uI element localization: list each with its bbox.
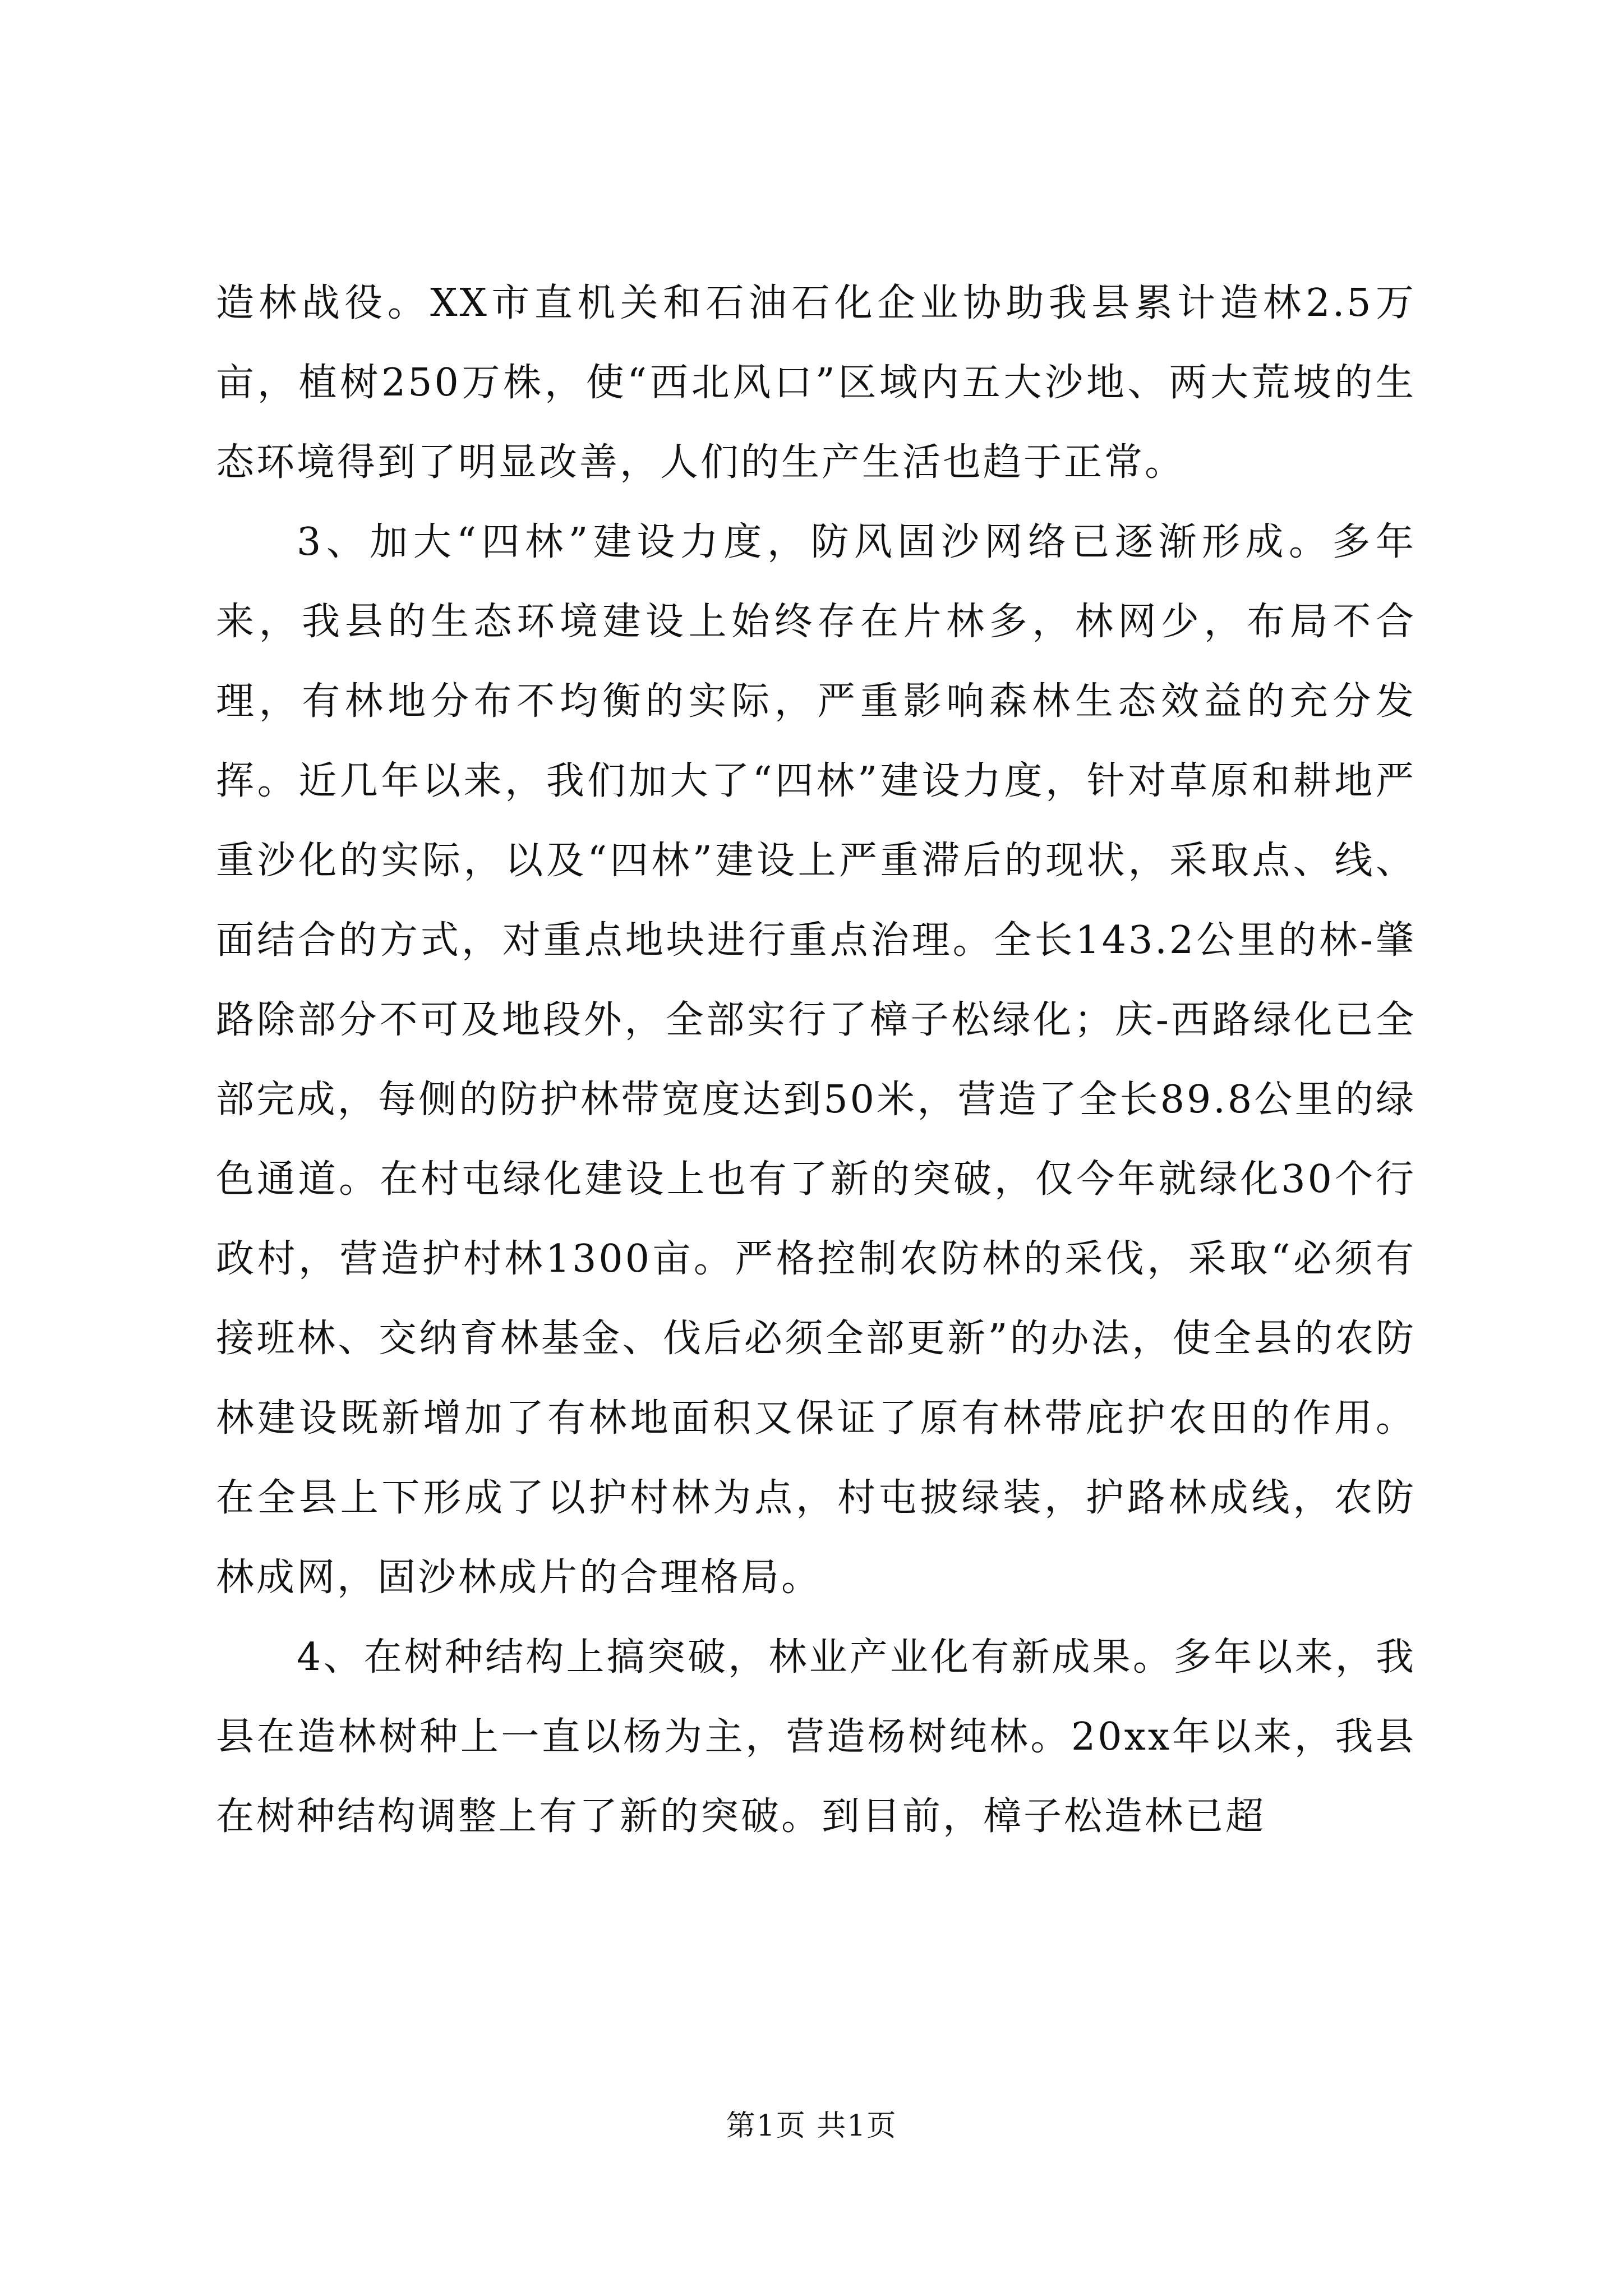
paragraph-continuation: 造林战役。XX市直机关和石油石化企业协助我县累计造林2.5万亩，植树250万株，使“西北风口”区域内五大沙地、两大荒坡的生态环境得到了明显改善，人们的生产生活也趋于正常。 xyxy=(216,281,1416,485)
paragraph-section-4: 4、在树种结构上搞突破，林业产业化有新成果。多年以来，我县在造林树种上一直以杨为主，营造杨树纯林。20xx年以来，我县在树种结构调整上有了新的突破。到目前，樟子松造林已超 xyxy=(216,1635,1416,1839)
paragraph-section-3: 3、加大“四林”建设力度，防风固沙网络已逐渐形成。多年来，我县的生态环境建设上始终存在片林多，林网少，布局不合理，有林地分布不均衡的实际，严重影响森林生态效益的充分发挥。近几年以来，我们加大了“四林”建设力度，针对草原和耕地严重沙化的实际，以及“四林”建设上严重滞后的现状，采取点、线、面结合的方式，对重点地块进行重点治理。全长143.2公里的林-肇路除部分不可及地段外，全部实行了樟子松绿化；庆-西路绿化已全部完成，每侧的防护林带宽度达到50米，营造了全长89.8公里的绿色通道。在村屯绿化建设上也有了新的突破，仅今年就绿化30个行政村，营造护村林1300亩。严格控制农防林的采伐，采取“必须有接班林、交纳育林基金、伐后必须全部更新”的办法，使全县的农防林建设既新增加了有林地面积又保证了原有林带庇护农田的作用。在全县上下形成了以护村林为点，村屯披绿装，护路林成线，农防林成网，固沙林成片的合理格局。 xyxy=(216,520,1416,1600)
page-footer: 第1页 共1页 xyxy=(726,2109,897,2143)
document-body xyxy=(216,264,1416,1857)
